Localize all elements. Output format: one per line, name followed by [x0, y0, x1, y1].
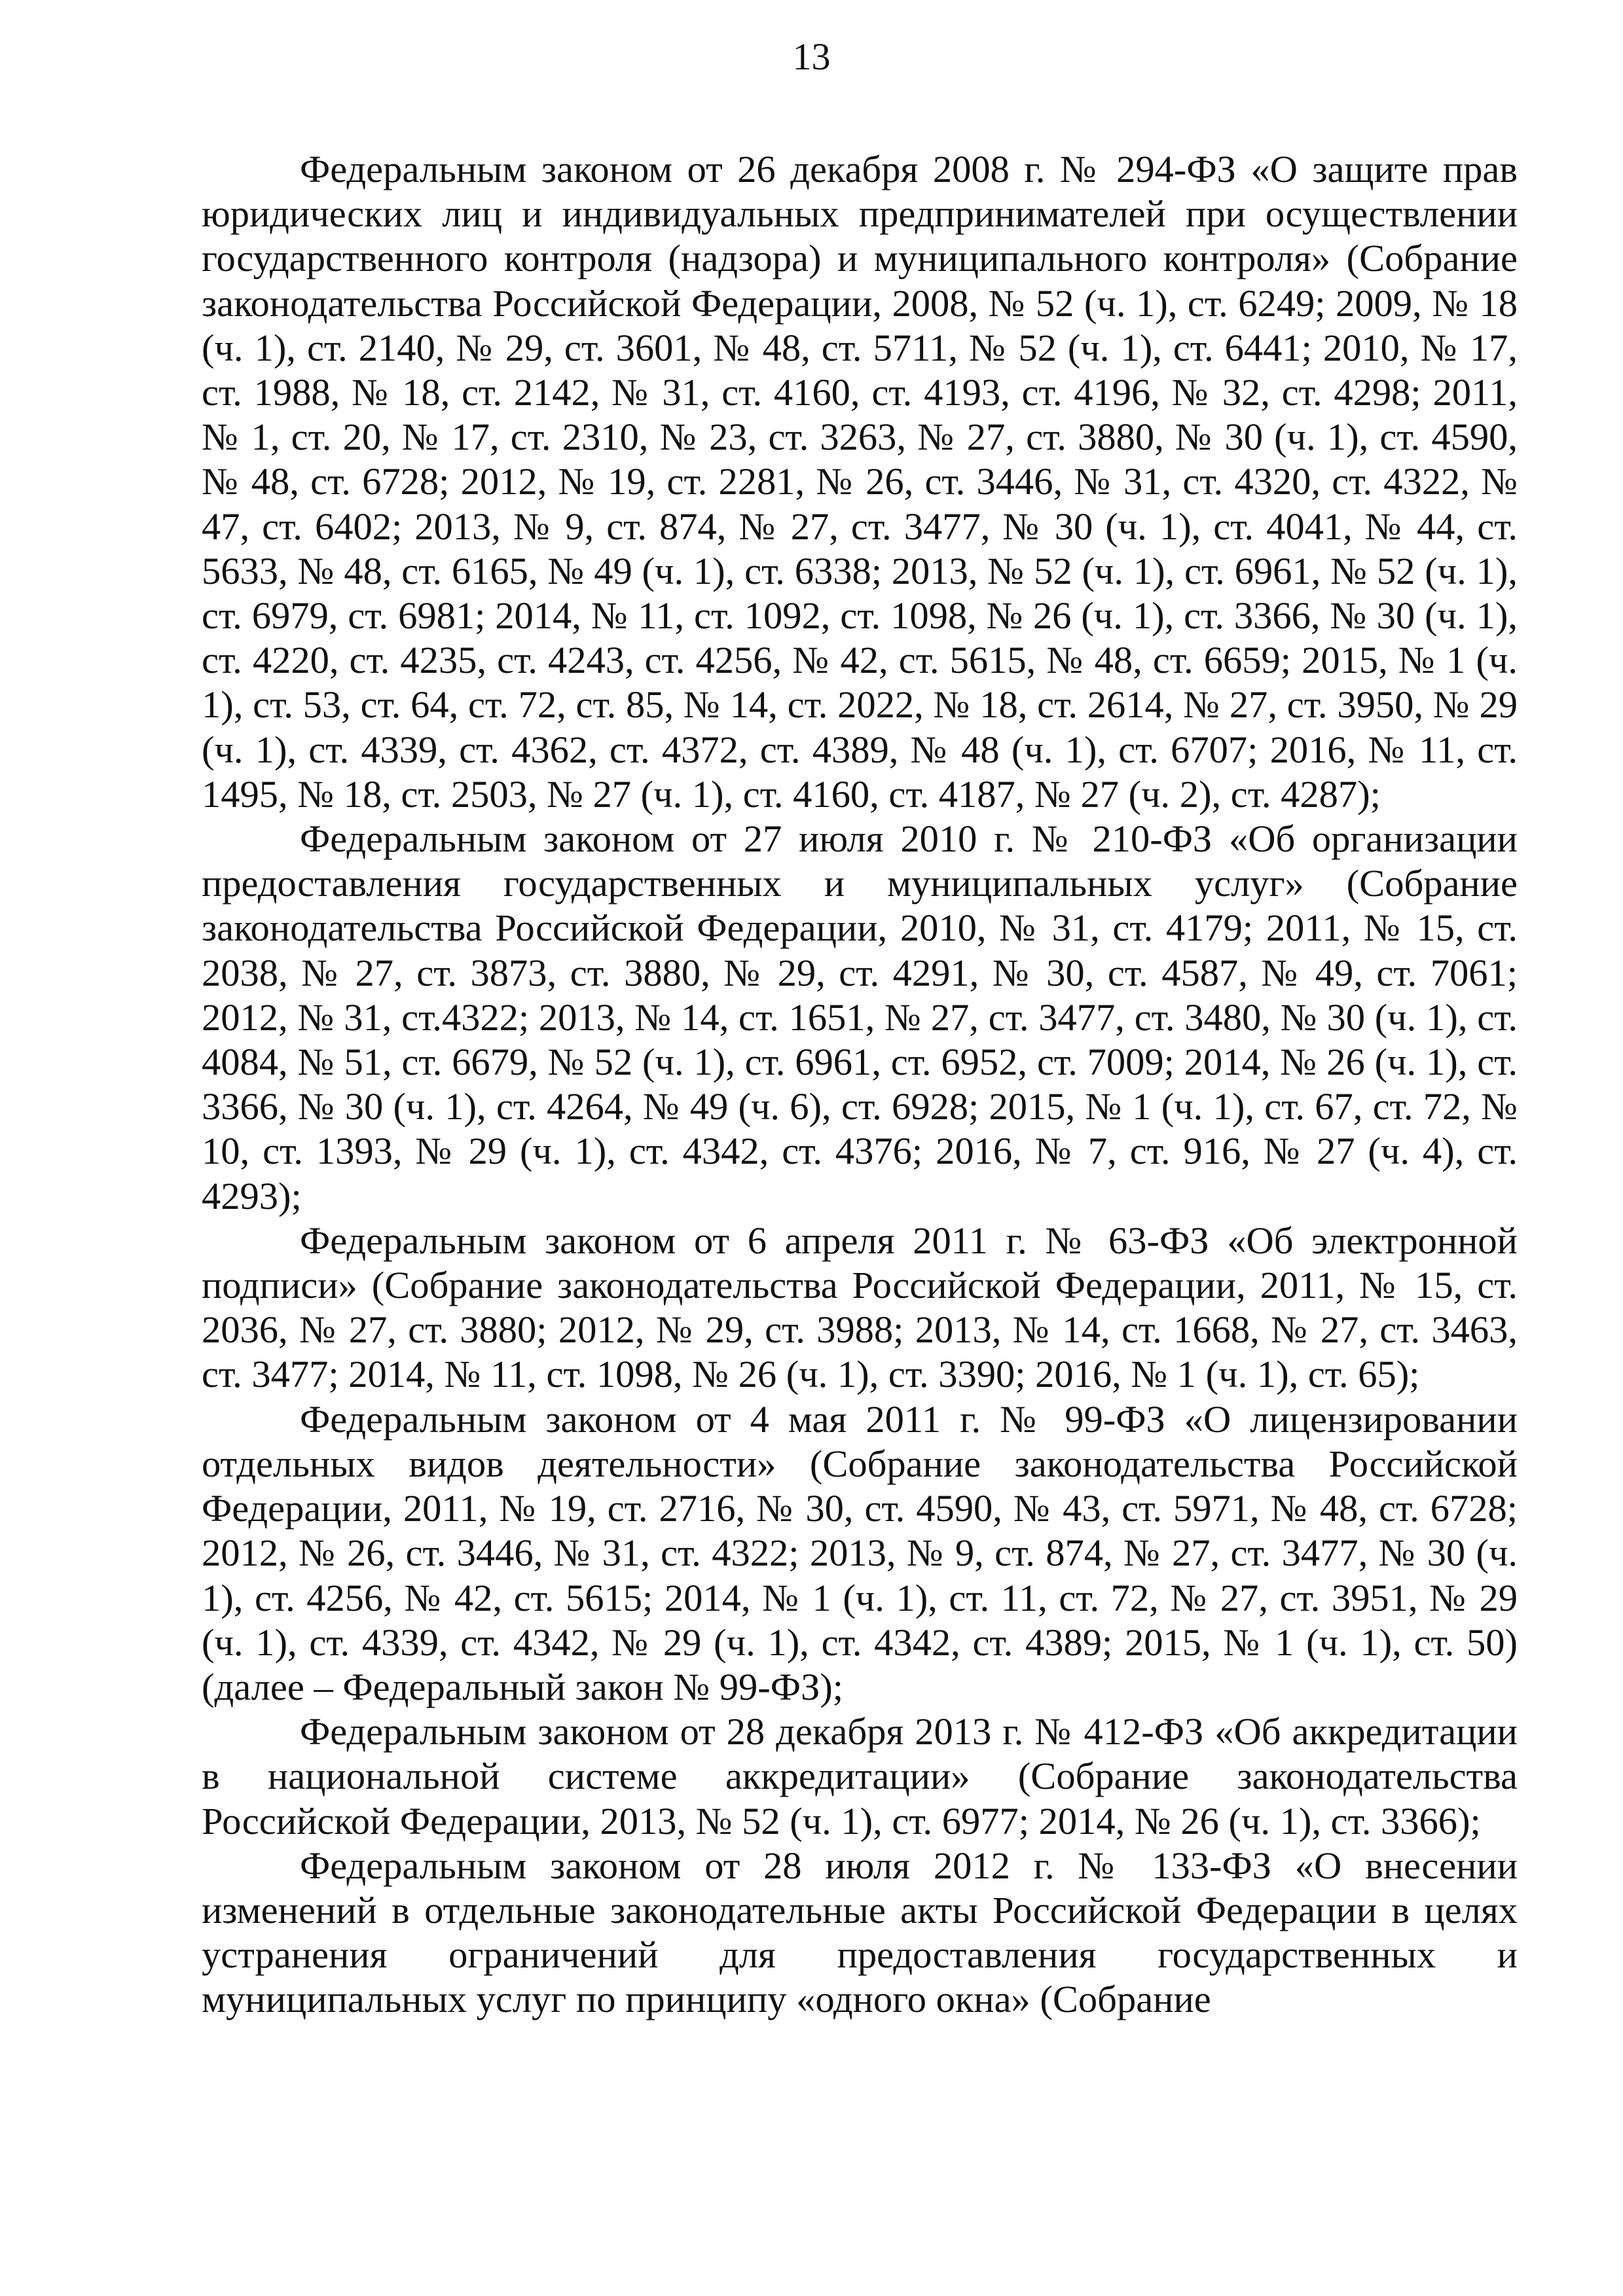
law-paragraph-63fz: Федеральным законом от 6 апреля 2011 г. № 63-ФЗ «Об электронной подписи» (Собрание законодательства Российской Федерации, 2011, № 15, ст. 2036, № 27, ст. 3880; 2012, № 29, ст. 3988; 2013, № 14, ст. 1668, № 27, ст. 3463, ст. 3477; 2014, № 11, ст. 1098, № 26 (ч. 1), ст. 3390; 2016, № 1 (ч. 1), ст. 65); — [202, 1219, 1518, 1396]
law-paragraph-210fz: Федеральным законом от 27 июля 2010 г. № 210-ФЗ «Об организации предоставления государственных и муниципальных услуг» (Собрание законодательства Российской Федерации, 2010, № 31, ст. 4179; 2011, № 15, ст. 2038, № 27, ст. 3873, ст. 3880, № 29, ст. 4291, № 30, ст. 4587, № 49, ст. 7061; 2012, № 31, ст.4322; 2013, № 14, ст. 1651, № 27, ст. 3477, ст. 3480, № 30 (ч. 1), ст. 4084, № 51, ст. 6679, № 52 (ч. 1), ст. 6961, ст. 6952, ст. 7009; 2014, № 26 (ч. 1), ст. 3366, № 30 (ч. 1), ст. 4264, № 49 (ч. 6), ст. 6928; 2015, № 1 (ч. 1), ст. 67, ст. 72, № 10, ст. 1393, № 29 (ч. 1), ст. 4342, ст. 4376; 2016, № 7, ст. 916, № 27 (ч. 4), ст. 4293); — [202, 817, 1518, 1217]
law-paragraph-99fz: Федеральным законом от 4 мая 2011 г. № 99-ФЗ «О лицензировании отдельных видов деятельности» (Собрание законодательства Российской Федерации, 2011, № 19, ст. 2716, № 30, ст. 4590, № 43, ст. 5971, № 48, ст. 6728; 2012, № 26, ст. 3446, № 31, ст. 4322; 2013, № 9, ст. 874, № 27, ст. 3477, № 30 (ч. 1), ст. 4256, № 42, ст. 5615; 2014, № 1 (ч. 1), ст. 11, ст. 72, № 27, ст. 3951, № 29 (ч. 1), ст. 4339, ст. 4342, № 29 (ч. 1), ст. 4342, ст. 4389; 2015, № 1 (ч. 1), ст. 50) (далее – Федеральный закон № 99-ФЗ); — [202, 1397, 1518, 1708]
law-paragraph-412fz: Федеральным законом от 28 декабря 2013 г. № 412-ФЗ «Об аккредитации в национальной системе аккредитации» (Собрание законодательства Российской Федерации, 2013, № 52 (ч. 1), ст. 6977; 2014, № 26 (ч. 1), ст. 3366); — [202, 1710, 1518, 1842]
law-paragraph-133fz: Федеральным законом от 28 июля 2012 г. № 133-ФЗ «О внесении изменений в отдельные законодательные акты Российской Федерации в целях устранения ограничений для предоставления государственных и муниципальных услуг по принципу «одного окна» (Собрание — [202, 1844, 1518, 2021]
page-number: 13 — [792, 35, 831, 78]
law-paragraph-294fz: Федеральным законом от 26 декабря 2008 г. № 294-ФЗ «О защите прав юридических лиц и индивидуальных предпринимателей при осуществлении государственного контроля (надзора) и муниципального контроля» (Собрание законодательства Российской Федерации, 2008, № 52 (ч. 1), ст. 6249; 2009, № 18 (ч. 1), ст. 2140, № 29, ст. 3601, № 48, ст. 5711, № 52 (ч. 1), ст. 6441; 2010, № 17, ст. 1988, № 18, ст. 2142, № 31, ст. 4160, ст. 4193, ст. 4196, № 32, ст. 4298; 2011, № 1, ст. 20, № 17, ст. 2310, № 23, ст. 3263, № 27, ст. 3880, № 30 (ч. 1), ст. 4590, № 48, ст. 6728; 2012, № 19, ст. 2281, № 26, ст. 3446, № 31, ст. 4320, ст. 4322, № 47, ст. 6402; 2013, № 9, ст. 874, № 27, ст. 3477, № 30 (ч. 1), ст. 4041, № 44, ст. 5633, № 48, ст. 6165, № 49 (ч. 1), ст. 6338; 2013, № 52 (ч. 1), ст. 6961, № 52 (ч. 1), ст. 6979, ст. 6981; 2014, № 11, ст. 1092, ст. 1098, № 26 (ч. 1), ст. 3366, № 30 (ч. 1), ст. 4220, ст. 4235, ст. 4243, ст. 4256, № 42, ст. 5615, № 48, ст. 6659; 2015, № 1 (ч. 1), ст. 53, ст. 64, ст. 72, ст. 85, № 14, ст. 2022, № 18, ст. 2614, № 27, ст. 3950, № 29 (ч. 1), ст. 4339, ст. 4362, ст. 4372, ст. 4389, № 48 (ч. 1), ст. 6707; 2016, № 11, ст. 1495, № 18, ст. 2503, № 27 (ч. 1), ст. 4160, ст. 4187, № 27 (ч. 2), ст. 4287); — [202, 148, 1518, 816]
document-body — [202, 147, 1518, 2022]
